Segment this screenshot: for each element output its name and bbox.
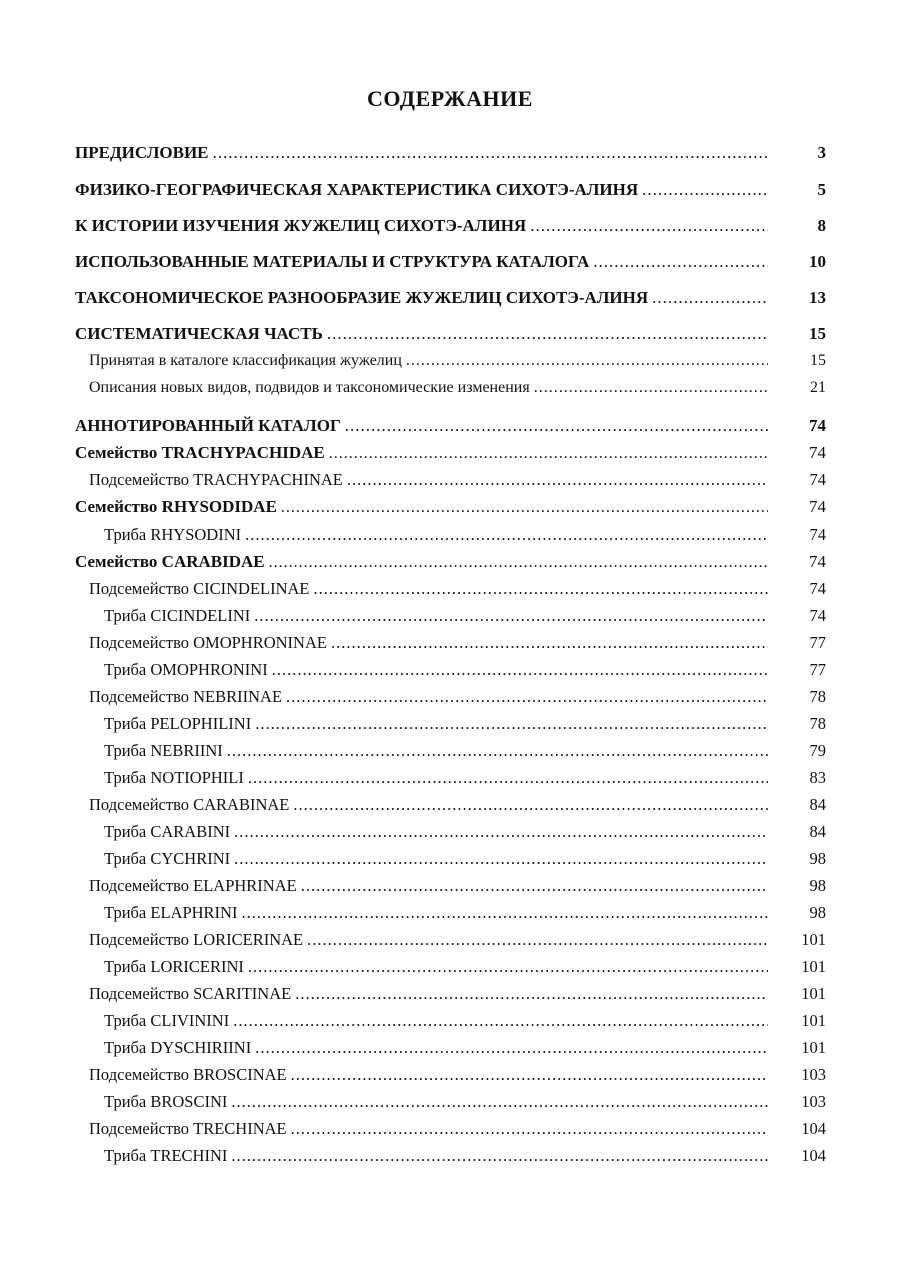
toc-entry	[0, 497, 900, 523]
toc-entry-label: СИСТЕМАТИЧЕСКАЯ ЧАСТЬ	[75, 324, 323, 343]
toc-entry	[0, 984, 900, 1010]
toc-entry	[0, 714, 900, 740]
toc-entry-page: 84	[809, 822, 826, 841]
toc-entry-label: Подсемейство OMOPHRONINAE	[89, 633, 327, 652]
toc-entry-page: 104	[801, 1119, 826, 1138]
toc-entry	[0, 416, 900, 442]
dot-leader	[301, 876, 768, 896]
dot-leader	[227, 741, 768, 761]
toc-entry-label: Подсемейство LORICERINAE	[89, 930, 304, 949]
toc-entry-page: 74	[809, 470, 826, 489]
toc-entry-label: ФИЗИКО-ГЕОГРАФИЧЕСКАЯ ХАРАКТЕРИСТИКА СИХОТЭ-АЛИНЯ	[75, 180, 639, 199]
toc-entry-page: 101	[801, 984, 826, 1003]
dot-leader	[269, 554, 768, 572]
toc-entry	[0, 216, 900, 242]
toc-entry-label: Триба LORICERINI	[104, 957, 244, 976]
dot-leader	[231, 1092, 768, 1112]
family-name: RHYSODIDAE	[161, 497, 277, 516]
toc-entry-page: 78	[809, 687, 826, 706]
toc-entry-page: 84	[809, 795, 826, 814]
dot-leader	[327, 324, 768, 344]
toc-entry-label: ИСПОЛЬЗОВАННЫЕ МАТЕРИАЛЫ И СТРУКТУРА КАТАЛОГА	[75, 252, 590, 271]
toc-entry-page: 103	[801, 1065, 826, 1084]
toc-entry-page: 3	[817, 143, 826, 162]
toc-entry-page: 79	[809, 741, 826, 760]
toc-entry	[0, 1038, 900, 1064]
toc-entry	[0, 1146, 900, 1172]
toc-entry-page: 98	[809, 876, 826, 895]
toc-entry-page: 13	[809, 288, 826, 307]
toc-entry-label: ТАКСОНОМИЧЕСКОЕ РАЗНООБРАЗИЕ ЖУЖЕЛИЦ СИХОТЭ-АЛИНЯ	[75, 288, 649, 307]
toc-entry-label	[75, 443, 325, 463]
family-prefix: Семейство	[75, 443, 158, 462]
toc-entry-page: 21	[810, 379, 826, 396]
dot-leader	[286, 687, 768, 707]
toc-entry	[0, 1011, 900, 1037]
dot-leader	[345, 416, 768, 436]
page-title: СОДЕРЖАНИЕ	[367, 86, 533, 111]
dot-leader	[241, 903, 768, 923]
dot-leader	[281, 499, 768, 517]
dot-leader	[248, 957, 768, 977]
dot-leader	[291, 1119, 768, 1139]
dot-leader	[245, 525, 768, 545]
toc-entry-page: 98	[809, 903, 826, 922]
dot-leader	[530, 216, 768, 236]
toc-entry	[0, 849, 900, 875]
toc-entry	[0, 443, 900, 469]
toc-entry-label: Подсемейство TRECHINAE	[89, 1119, 287, 1138]
dot-leader	[406, 352, 768, 370]
dot-leader	[329, 445, 768, 463]
toc-entry	[0, 180, 900, 206]
toc-entry	[0, 1065, 900, 1091]
toc-entry	[0, 579, 900, 605]
toc-entry-page: 74	[809, 606, 826, 625]
toc-entry-label: Триба ELAPHRINI	[104, 903, 238, 922]
toc-entry	[0, 957, 900, 983]
toc-entry-label: Принятая в каталоге классификация жужелиц	[89, 352, 402, 369]
dot-leader	[295, 984, 768, 1004]
toc-entry-page: 74	[809, 443, 826, 462]
family-name: TRACHYPACHIDAE	[161, 443, 325, 462]
toc-entry	[0, 470, 900, 496]
dot-leader	[291, 1065, 768, 1085]
toc-entry-page: 77	[809, 633, 826, 652]
toc-entry-page: 74	[809, 416, 826, 435]
toc-entry	[0, 143, 900, 169]
toc-entry-label: Подсемейство SCARITINAE	[89, 984, 292, 1003]
toc-entry-page: 78	[809, 714, 826, 733]
toc-entry	[0, 633, 900, 659]
toc-entry-page: 74	[809, 525, 826, 544]
toc-entry	[0, 1119, 900, 1145]
toc-entry-page: 8	[817, 216, 826, 235]
toc-entry-label: Подсемейство ELAPHRINAE	[89, 876, 297, 895]
toc-entry-page: 83	[809, 768, 826, 787]
toc-entry	[0, 352, 900, 378]
toc-entry-label: Триба CARABINI	[104, 822, 231, 841]
toc-entry-label: АННОТИРОВАННЫЙ КАТАЛОГ	[75, 416, 341, 435]
toc-entry-label: ПРЕДИСЛОВИЕ	[75, 143, 209, 162]
dot-leader	[234, 822, 768, 842]
toc-entry-page: 103	[801, 1092, 826, 1111]
dot-leader	[255, 1038, 768, 1058]
toc-entry-label: Подсемейство CARABINAE	[89, 795, 290, 814]
toc-entry-page: 15	[810, 352, 826, 369]
toc-entry-label	[75, 552, 265, 572]
toc-entry-page: 74	[809, 497, 826, 516]
dot-leader	[233, 1011, 768, 1031]
toc-entry-label: Подсемейство NEBRIINAE	[89, 687, 283, 706]
toc-entry-label: Триба DYSCHIRIINI	[104, 1038, 252, 1057]
toc-entry-page: 74	[809, 552, 826, 571]
toc-entry	[0, 288, 900, 314]
toc-entry-label: Триба BROSCINI	[104, 1092, 228, 1111]
dot-leader	[213, 143, 768, 163]
toc-entry-label: Описания новых видов, подвидов и таксономические изменения	[89, 379, 530, 396]
toc-entry	[0, 795, 900, 821]
toc-entry	[0, 525, 900, 551]
dot-leader	[534, 379, 768, 397]
toc-entry-label: К ИСТОРИИ ИЗУЧЕНИЯ ЖУЖЕЛИЦ СИХОТЭ-АЛИНЯ	[75, 216, 527, 235]
dot-leader	[234, 849, 768, 869]
toc-entry	[0, 324, 900, 350]
dot-leader	[254, 606, 768, 626]
toc-entry	[0, 768, 900, 794]
dot-leader	[314, 579, 768, 599]
toc-entry-label: Триба CYCHRINI	[104, 849, 231, 868]
toc-entry-page: 101	[801, 1011, 826, 1030]
family-name: CARABIDAE	[161, 552, 265, 571]
family-prefix: Семейство	[75, 552, 158, 571]
toc-entry-label: Триба OMOPHRONINI	[104, 660, 268, 679]
toc-entry-label: Триба NOTIOPHILI	[104, 768, 244, 787]
toc-entry-label: Триба CICINDELINI	[104, 606, 251, 625]
dot-leader	[272, 660, 768, 680]
toc-entry	[0, 606, 900, 632]
toc-entry-label: Триба CLIVININI	[104, 1011, 230, 1030]
toc-entry-page: 10	[809, 252, 826, 271]
toc-entry-label: Триба NEBRIINI	[104, 741, 223, 760]
dot-leader	[347, 470, 768, 490]
toc-entry-page: 77	[809, 660, 826, 679]
toc-entry	[0, 660, 900, 686]
toc-entry-label: Триба RHYSODINI	[104, 525, 242, 544]
dot-leader	[331, 633, 768, 653]
dot-leader	[231, 1146, 768, 1166]
toc-entry-page: 104	[801, 1146, 826, 1165]
dot-leader	[652, 288, 768, 308]
toc-entry	[0, 1092, 900, 1118]
toc-entry-label: Триба TRECHINI	[104, 1146, 228, 1165]
toc-entry-label: Подсемейство TRACHYPACHINAE	[89, 470, 343, 489]
toc-entry	[0, 876, 900, 902]
toc-entry-page: 74	[809, 579, 826, 598]
toc-entry	[0, 552, 900, 578]
dot-leader	[593, 252, 768, 272]
toc-entry-label: Подсемейство BROSCINAE	[89, 1065, 287, 1084]
toc-entry-page: 101	[801, 930, 826, 949]
toc-entry-label: Триба PELOPHILINI	[104, 714, 252, 733]
dot-leader	[307, 930, 768, 950]
dot-leader	[255, 714, 768, 734]
toc-entry-page: 5	[817, 180, 826, 199]
toc-entry	[0, 252, 900, 278]
toc-entry-page: 101	[801, 1038, 826, 1057]
toc-entry-label	[75, 497, 277, 517]
toc-entry	[0, 822, 900, 848]
toc-entry	[0, 379, 900, 405]
toc-entry	[0, 930, 900, 956]
toc-entry	[0, 903, 900, 929]
dot-leader	[642, 180, 768, 200]
family-prefix: Семейство	[75, 497, 158, 516]
toc-entry	[0, 687, 900, 713]
toc-entry	[0, 741, 900, 767]
toc-entry-label: Подсемейство CICINDELINAE	[89, 579, 310, 598]
toc-entry-page: 101	[801, 957, 826, 976]
dot-leader	[293, 795, 768, 815]
toc-entry-page: 15	[809, 324, 826, 343]
dot-leader	[248, 768, 768, 788]
toc-entry-page: 98	[809, 849, 826, 868]
